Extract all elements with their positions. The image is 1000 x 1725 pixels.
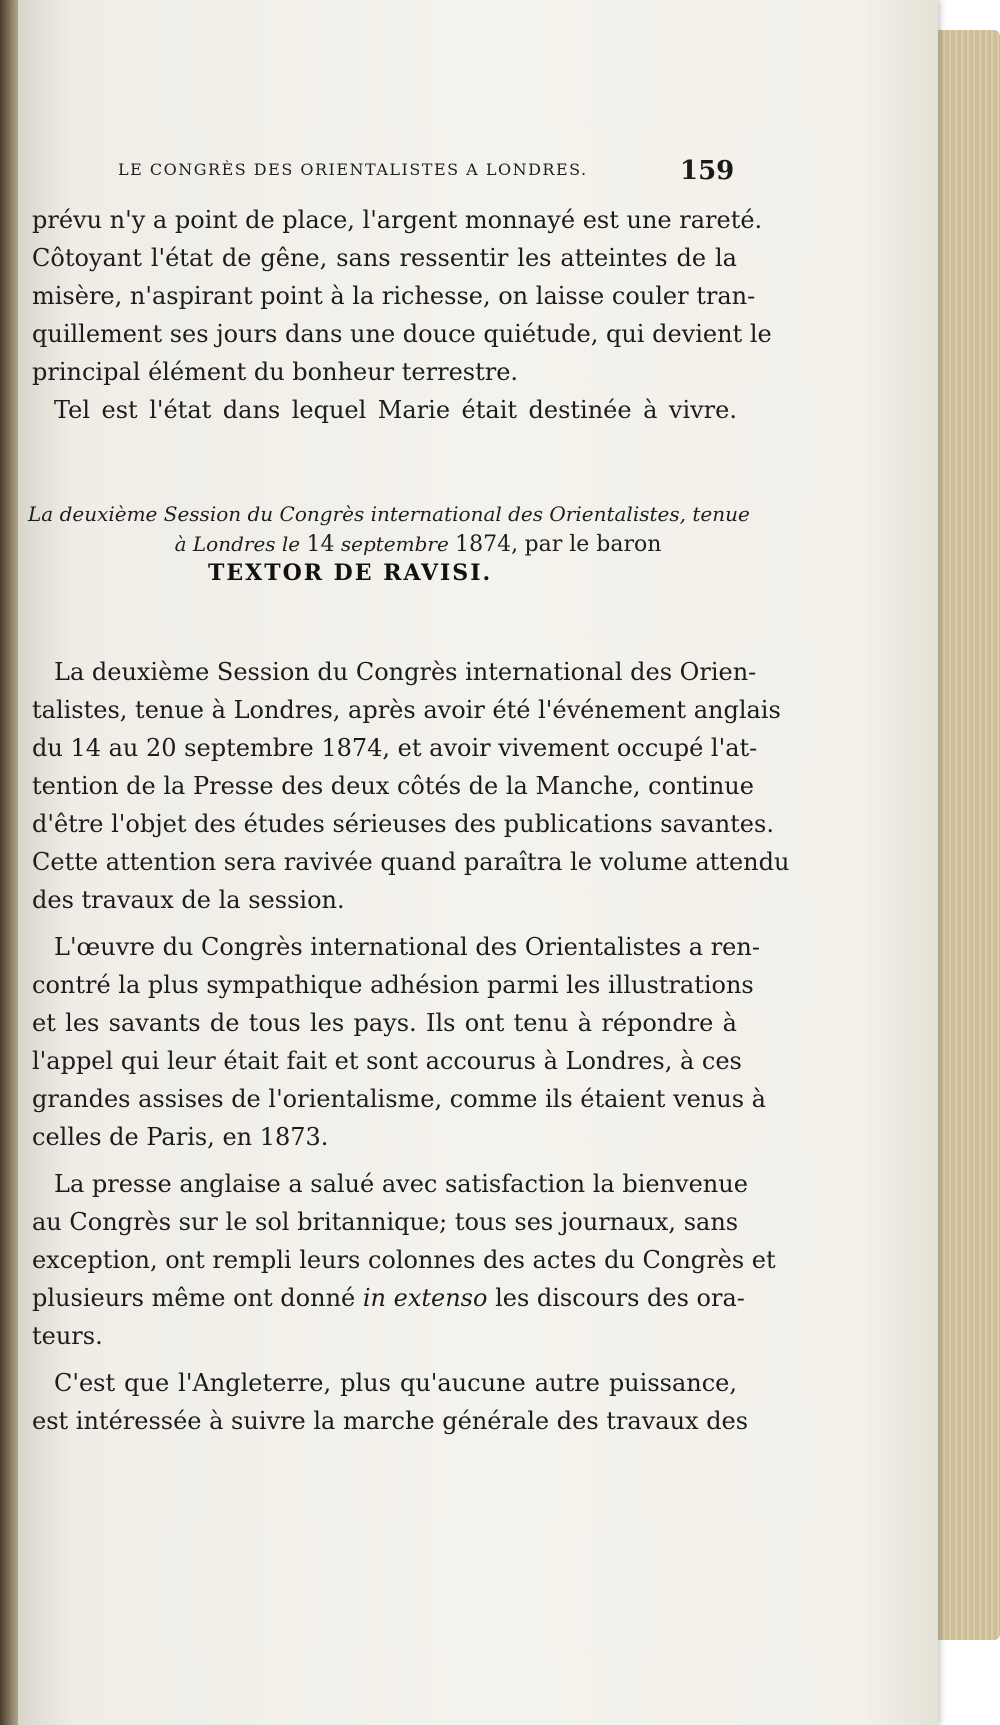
text-line: teurs. bbox=[32, 1322, 103, 1350]
text-line: contré la plus sympathique adhésion parmi les illustrations bbox=[32, 971, 754, 999]
text-line: celles de Paris, en 1873. bbox=[32, 1123, 329, 1151]
text-line: Côtoyant l'état de gêne, sans ressentir les atteintes de la bbox=[32, 244, 737, 272]
text-line: du 14 au 20 septembre 1874, et avoir vivement occupé l'at- bbox=[32, 734, 758, 762]
text-line: Cette attention sera ravivée quand paraîtra le volume attendu bbox=[32, 848, 790, 876]
text-line: misère, n'aspirant point à la richesse, on laisse couler tran- bbox=[32, 282, 756, 310]
text-line: quillement ses jours dans une douce quiétude, qui devient le bbox=[32, 320, 772, 348]
text-line: principal élément du bonheur terrestre. bbox=[32, 358, 519, 386]
text-line: est intéressée à suivre la marche générale des travaux des bbox=[32, 1407, 749, 1435]
text-line: La deuxième Session du Congrès international des Orien- bbox=[54, 658, 757, 686]
text-line: d'être l'objet des études sérieuses des publications savantes. bbox=[32, 810, 774, 838]
text-line: talistes, tenue à Londres, après avoir été l'événement anglais bbox=[32, 696, 781, 724]
article-title-line bbox=[108, 530, 728, 559]
book-page bbox=[18, 0, 938, 1725]
text-line: La presse anglaise a salué avec satisfaction la bienvenue bbox=[54, 1170, 748, 1198]
page-number: 159 bbox=[680, 156, 735, 186]
title-month: septembre bbox=[340, 532, 449, 556]
title-suffix: par le baron bbox=[524, 532, 662, 557]
title-year: 1874, bbox=[455, 532, 519, 557]
text-line: tention de la Presse des deux côtés de la Manche, continue bbox=[32, 772, 754, 800]
italic-phrase: in extenso bbox=[362, 1284, 488, 1312]
text-line bbox=[32, 1283, 745, 1313]
text-line: grandes assises de l'orientalisme, comme ils étaient venus à bbox=[32, 1085, 766, 1113]
running-head-title: LE CONGRÈS DES ORIENTALISTES A LONDRES. bbox=[118, 160, 588, 179]
text-line: l'appel qui leur était fait et sont accourus à Londres, à ces bbox=[32, 1047, 742, 1075]
text-segment: les discours des ora- bbox=[487, 1284, 745, 1312]
text-segment: plusieurs même ont donné bbox=[32, 1284, 363, 1312]
text-line: des travaux de la session. bbox=[32, 886, 345, 914]
text-line: Tel est l'état dans lequel Marie était destinée à vivre. bbox=[54, 396, 737, 424]
text-line: et les savants de tous les pays. Ils ont tenu à répondre à bbox=[32, 1009, 737, 1037]
text-line: L'œuvre du Congrès international des Orientalistes a ren- bbox=[54, 933, 760, 961]
page-edges bbox=[928, 30, 1000, 1640]
body-text bbox=[18, 0, 938, 1725]
text-line: au Congrès sur le sol britannique; tous ses journaux, sans bbox=[32, 1208, 739, 1236]
title-day: 14 bbox=[306, 532, 335, 557]
text-line: exception, ont rempli leurs colonnes des actes du Congrès et bbox=[32, 1246, 776, 1274]
text-line: prévu n'y a point de place, l'argent monnayé est une rareté. bbox=[32, 206, 763, 234]
article-author: TEXTOR DE RAVISI. bbox=[208, 560, 493, 586]
text-line: C'est que l'Angleterre, plus qu'aucune autre puissance, bbox=[54, 1369, 737, 1397]
article-title-line: La deuxième Session du Congrès international des Orientalistes, tenue bbox=[28, 502, 750, 526]
title-prefix: à Londres le bbox=[174, 532, 301, 556]
